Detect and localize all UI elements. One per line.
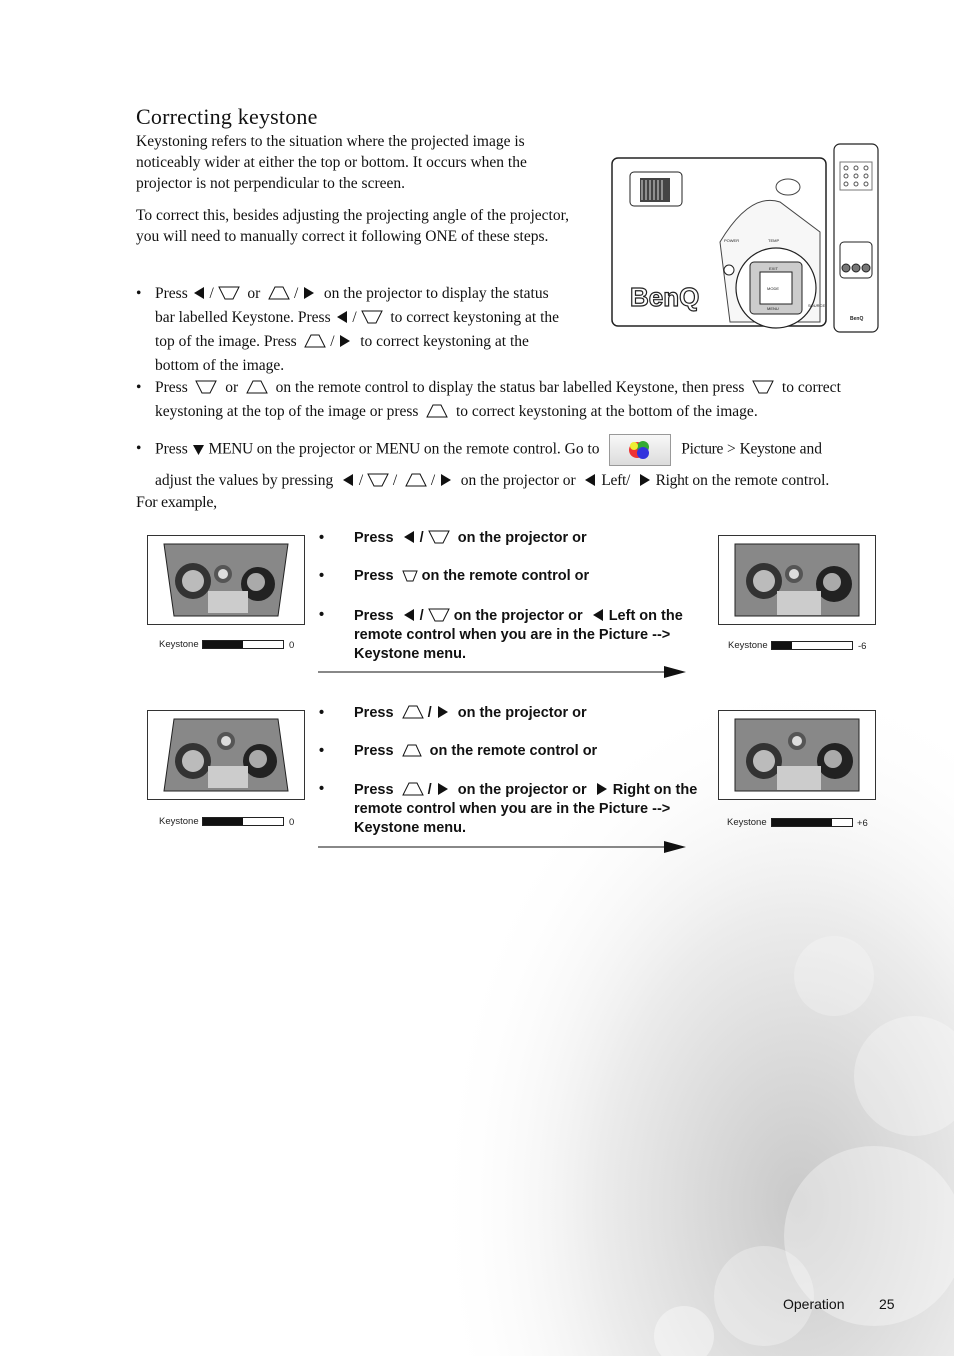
left-arrow-icon [192, 286, 206, 300]
example1-arrow [318, 665, 688, 679]
figure-power-label: POWER [724, 238, 740, 243]
figure-menu-label: MENU [767, 306, 779, 311]
keystone-down-icon [218, 286, 240, 300]
picture-menu-icon [609, 434, 671, 466]
example2-before-image [147, 710, 305, 800]
projector-remote-illustration [610, 142, 882, 348]
bullet-projector-keys: • Press / or / on the projector to display the status bar labelled Keystone. Press / to correct keystoning at the top of the image. Press / to correct keystoning at the bottom of the image. [136, 285, 560, 374]
example2-after-keystone-bar: Keystone +6 [727, 817, 868, 829]
figure-brand-label: BenQ [630, 282, 700, 312]
down-arrow-icon [192, 443, 205, 456]
left-arrow-icon [335, 310, 349, 324]
keystone-up-icon [426, 404, 448, 418]
figure-exit-label: EXIT [769, 266, 778, 271]
keystone-up-icon [304, 334, 326, 348]
section-title: Correcting keystone [136, 104, 318, 129]
example-heading: For example, [136, 494, 217, 511]
bullet-remote-keys: • Press or on the remote control to display the status bar labelled Keystone, then press to correct keystoning at the top of the image or press to correct keystoning at the bottom of the image. [136, 379, 841, 420]
footer-section-name: Operation [783, 1296, 845, 1312]
keystone-down-icon [195, 380, 217, 394]
right-arrow-icon [338, 334, 352, 348]
left-arrow-icon [341, 473, 355, 487]
right-arrow-icon [439, 473, 453, 487]
example2-after-image [718, 710, 876, 800]
intro-paragraph-2: To correct this, besides adjusting the projecting angle of the projector, you will need to manually correct it following ONE of these steps. [136, 207, 570, 245]
keystone-down-icon [752, 380, 774, 394]
footer-page-number: 25 [879, 1296, 895, 1312]
keystone-down-icon [428, 530, 450, 544]
left-arrow-icon [402, 608, 416, 622]
right-arrow-icon [638, 473, 652, 487]
keystone-down-icon [361, 310, 383, 324]
example1-before-image [147, 535, 305, 625]
figure-source-label: SOURCE [808, 303, 826, 308]
left-arrow-icon [591, 608, 605, 622]
keystone-slider [202, 640, 284, 649]
keystone-up-icon [402, 782, 424, 796]
left-arrow-icon [583, 473, 597, 487]
keystone-up-icon [246, 380, 268, 394]
example1-before-keystone-bar: Keystone 0 [159, 639, 295, 651]
right-arrow-icon [595, 782, 609, 796]
keystone-down-icon [367, 473, 389, 487]
keystone-up-icon [405, 473, 427, 487]
svg-text:BenQ: BenQ [850, 316, 864, 322]
left-arrow-icon [402, 530, 416, 544]
right-arrow-icon [302, 286, 316, 300]
keystone-up-icon [402, 705, 424, 719]
keystone-up-icon [268, 286, 290, 300]
intro-paragraph-1: Keystoning refers to the situation where the projected image is noticeably wider at either the top or bottom. It occurs when the projector is not perpendicular to the screen. [136, 133, 527, 192]
example1-after-image [718, 535, 876, 625]
keystone-slider [202, 817, 284, 826]
right-arrow-icon [436, 782, 450, 796]
right-arrow-icon [436, 705, 450, 719]
keystone-slider [771, 641, 853, 650]
keystone-slider [771, 818, 853, 827]
keystone-down-icon [402, 570, 418, 582]
keystone-up-icon [402, 744, 422, 757]
keystone-down-icon [428, 608, 450, 622]
example1-after-keystone-bar: Keystone -6 [728, 640, 867, 652]
figure-temp-label: TEMP [768, 238, 780, 243]
example2-before-keystone-bar: Keystone 0 [159, 816, 295, 828]
example2-arrow [318, 840, 688, 854]
bullet-menu-keys: • Press MENU on the projector or MENU on the remote control. Go to Picture > Keystone and adjust the values by pressing / / / on the projector or Left/ Right on the remote control. [136, 434, 896, 496]
figure-mode-label: MODE [767, 286, 779, 291]
